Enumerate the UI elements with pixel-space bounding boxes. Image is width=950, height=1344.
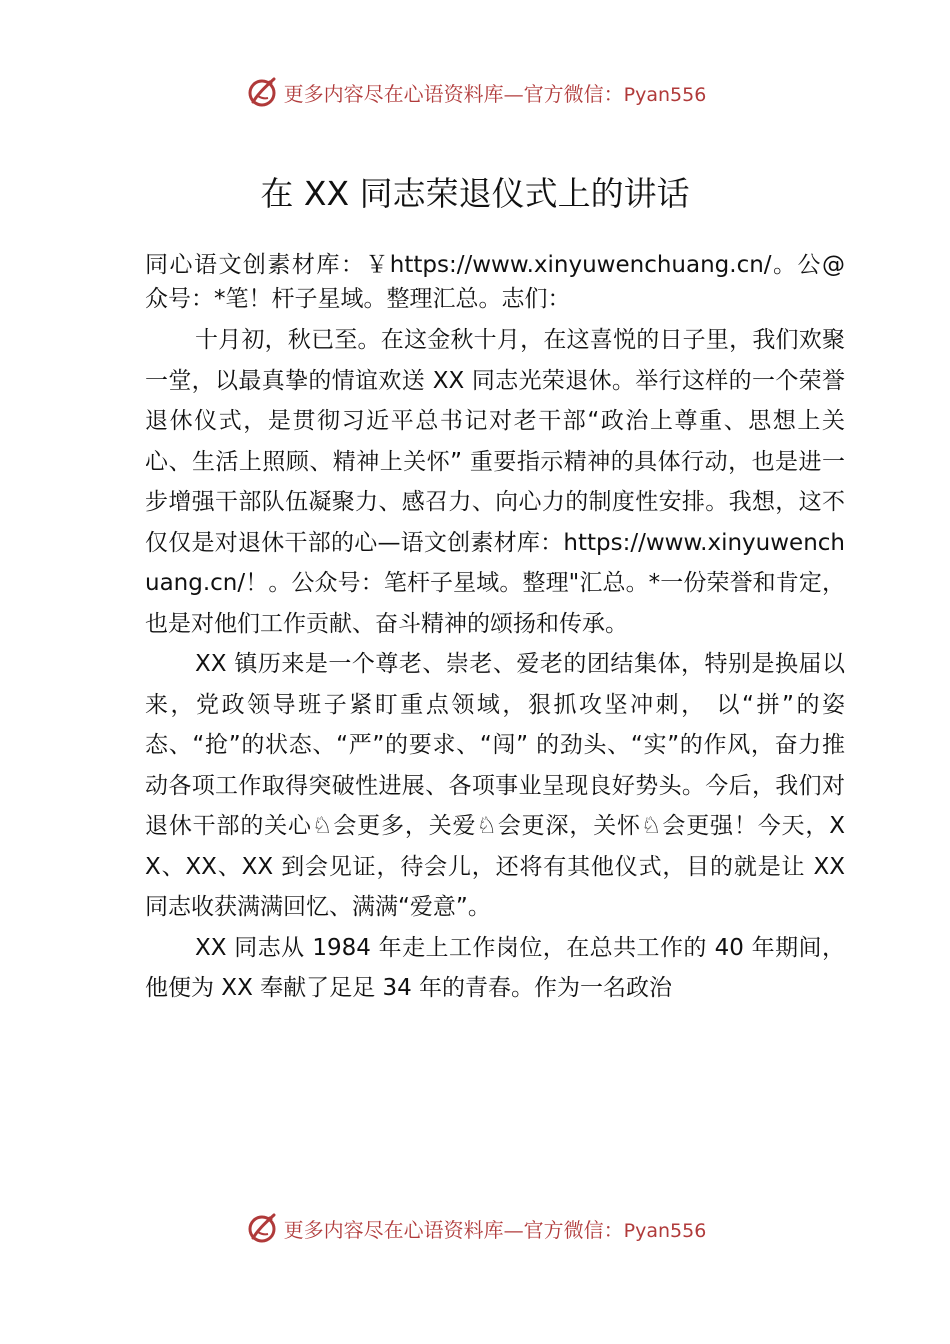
document-body <box>145 248 845 1009</box>
paragraph-3: XX 同志从 1984 年走上工作岗位，在总共工作的 40 年期间，他便为 XX 奉献了足足 34 年的青春。作为一名政治 <box>145 934 845 1001</box>
intro-paragraph: 同心语文创素材库：￥https://www.xinyuwenchuang.cn/。公@众号：*笔！杆子星域。整理汇总。志们： <box>145 252 845 312</box>
wechat-id: Pyan556 <box>623 1219 707 1242</box>
footer-banner <box>0 1206 950 1250</box>
paragraph-1: 十月初，秋已至。在这金秋十月，在这喜悦的日子里，我们欢聚一堂，以最真挚的情谊欢送 XX 同志光荣退休。举行这样的一个荣誉退休仪式，是贯彻习近平总书记对老干部“政治上尊重、思想上关心、生活上照顾、精神上关怀” 重要指示精神的具体行动，也是进一步增强干部队伍凝聚力、感召力、向心力的制度性安排。我想，这不仅仅是对退休干部的心—语文创素材库：https://www.xinyuwenchuang.cn/！。公众号：笔杆子星域。整理"汇总。*一份荣誉和肯定，也是对他们工作贡献、奋斗精神的颂扬和传承。 <box>145 327 845 637</box>
paragraph-2: XX 镇历来是一个尊老、崇老、爱老的团结集体，特别是换届以来，党政领导班子紧盯重点领域，狠抓攻坚冲刺， 以“拼”的姿态、“抢”的状态、“严”的要求、“闯” 的劲头、“实”的作风，奋力推动各项工作取得突破性进展、各项事业呈现良好势头。今后，我们对退休干部的关心♘会更多，关爱♘会更深，关怀♘会更强！今天，XX、XX、XX 到会见证，待会儿，还将有其他仪式，目的就是让 XX 同志收获满满回忆、满满“爱意”。 <box>145 651 845 920</box>
header-banner <box>0 70 950 114</box>
banner-text: 更多内容尽在心语资料库—官方微信：Pyan556 <box>283 1217 707 1242</box>
wechat-id: Pyan556 <box>623 83 707 106</box>
banner-text: 更多内容尽在心语资料库—官方微信：Pyan556 <box>283 81 707 106</box>
brush-logo-icon <box>244 1210 280 1246</box>
brush-logo-icon <box>244 74 280 110</box>
document-title: 在 XX 同志荣退仪式上的讲话 <box>260 174 690 213</box>
